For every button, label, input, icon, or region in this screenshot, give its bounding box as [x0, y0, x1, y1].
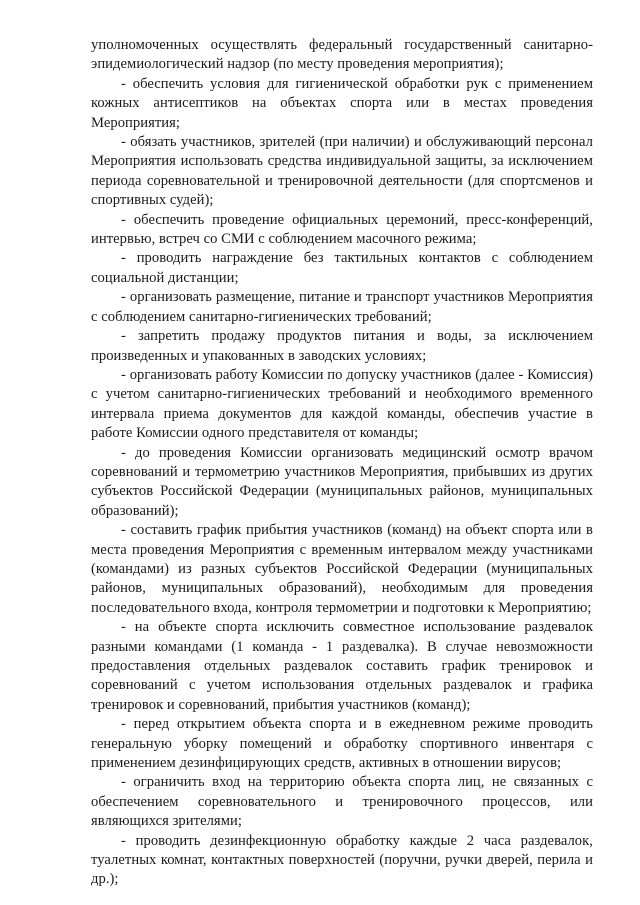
paragraph-continuation: уполномоченных осуществлять федеральный государственный санитарно-эпидемиологический надзор (по месту проведения мероприятия); — [91, 37, 593, 73]
paragraph-food-sales: - запретить продажу продуктов питания и воды, за исключением произведенных и упакованных в заводских условиях; — [91, 328, 593, 364]
paragraph-disinfection: - проводить дезинфекционную обработку каждые 2 часа раздевалок, туалетных комнат, контактных поверхностей (поручни, ручки дверей, перила и др.); — [91, 832, 593, 888]
document-body — [91, 36, 593, 890]
paragraph-access-restriction: - ограничить вход на территорию объекта спорта лиц, не связанных с обеспечением соревновательного и тренировочного процессов, или являющихся зрителями; — [91, 774, 593, 830]
paragraph-hand-hygiene: - обеспечить условия для гигиенической обработки рук с применением кожных антисептиков на объектах спорта или в местах проведения Мероприятия; — [91, 75, 593, 131]
paragraph-accommodation: - организовать размещение, питание и транспорт участников Мероприятия с соблюдением санитарно-гигиенических требований; — [91, 289, 593, 325]
paragraph-general-cleaning: - перед открытием объекта спорта и в ежедневном режиме проводить генеральную уборку помещений и обработку спортивного инвентаря с применением дезинфицирующих средств, активных в отношении вирусов; — [91, 716, 593, 772]
paragraph-medical-exam: - до проведения Комиссии организовать медицинский осмотр врачом соревнований и термометрию участников Мероприятия, прибывших из других субъектов Российской Федерации (муниципальных районов, муниципальных образований); — [91, 444, 593, 519]
paragraph-protective-equipment: - обязать участников, зрителей (при наличии) и обслуживающий персонал Мероприятия использовать средства индивидуальной защиты, за исключением периода соревновательной и тренировочной деятельности (для спортсменов и спортивных судей); — [91, 134, 593, 209]
paragraph-awarding: - проводить награждение без тактильных контактов с соблюдением социальной дистанции; — [91, 250, 593, 286]
paragraph-locker-rooms: - на объекте спорта исключить совместное использование раздевалок разными командами (1 команда - 1 раздевалка). В случае невозможности предоставления отдельных раздевалок составить график тренировок и соревнований с учетом использования отдельных раздевалок и графика тренировок и соревнований, прибытия участников (команд); — [91, 619, 593, 713]
paragraph-admission-commission: - организовать работу Комиссии по допуску участников (далее - Комиссия) с учетом санитарно-гигиенических требований и необходимого временного интервала приема документов для каждой команды, обеспечив участие в работе Комиссии одного представителя от команды; — [91, 366, 593, 442]
paragraph-official-ceremonies: - обеспечить проведение официальных церемоний, пресс-конференций, интервью, встреч со СМИ с соблюдением масочного режима; — [91, 211, 593, 248]
paragraph-arrival-schedule: - составить график прибытия участников (команд) на объект спорта или в места проведения Мероприятия с временным интервалом между участниками (командами) из разных субъектов Российской Федерации (муниципальных районов, муниципальных образований), необходимым для проведения последовательного входа, контроля термометрии и подготовки к Мероприятию; — [91, 522, 593, 616]
